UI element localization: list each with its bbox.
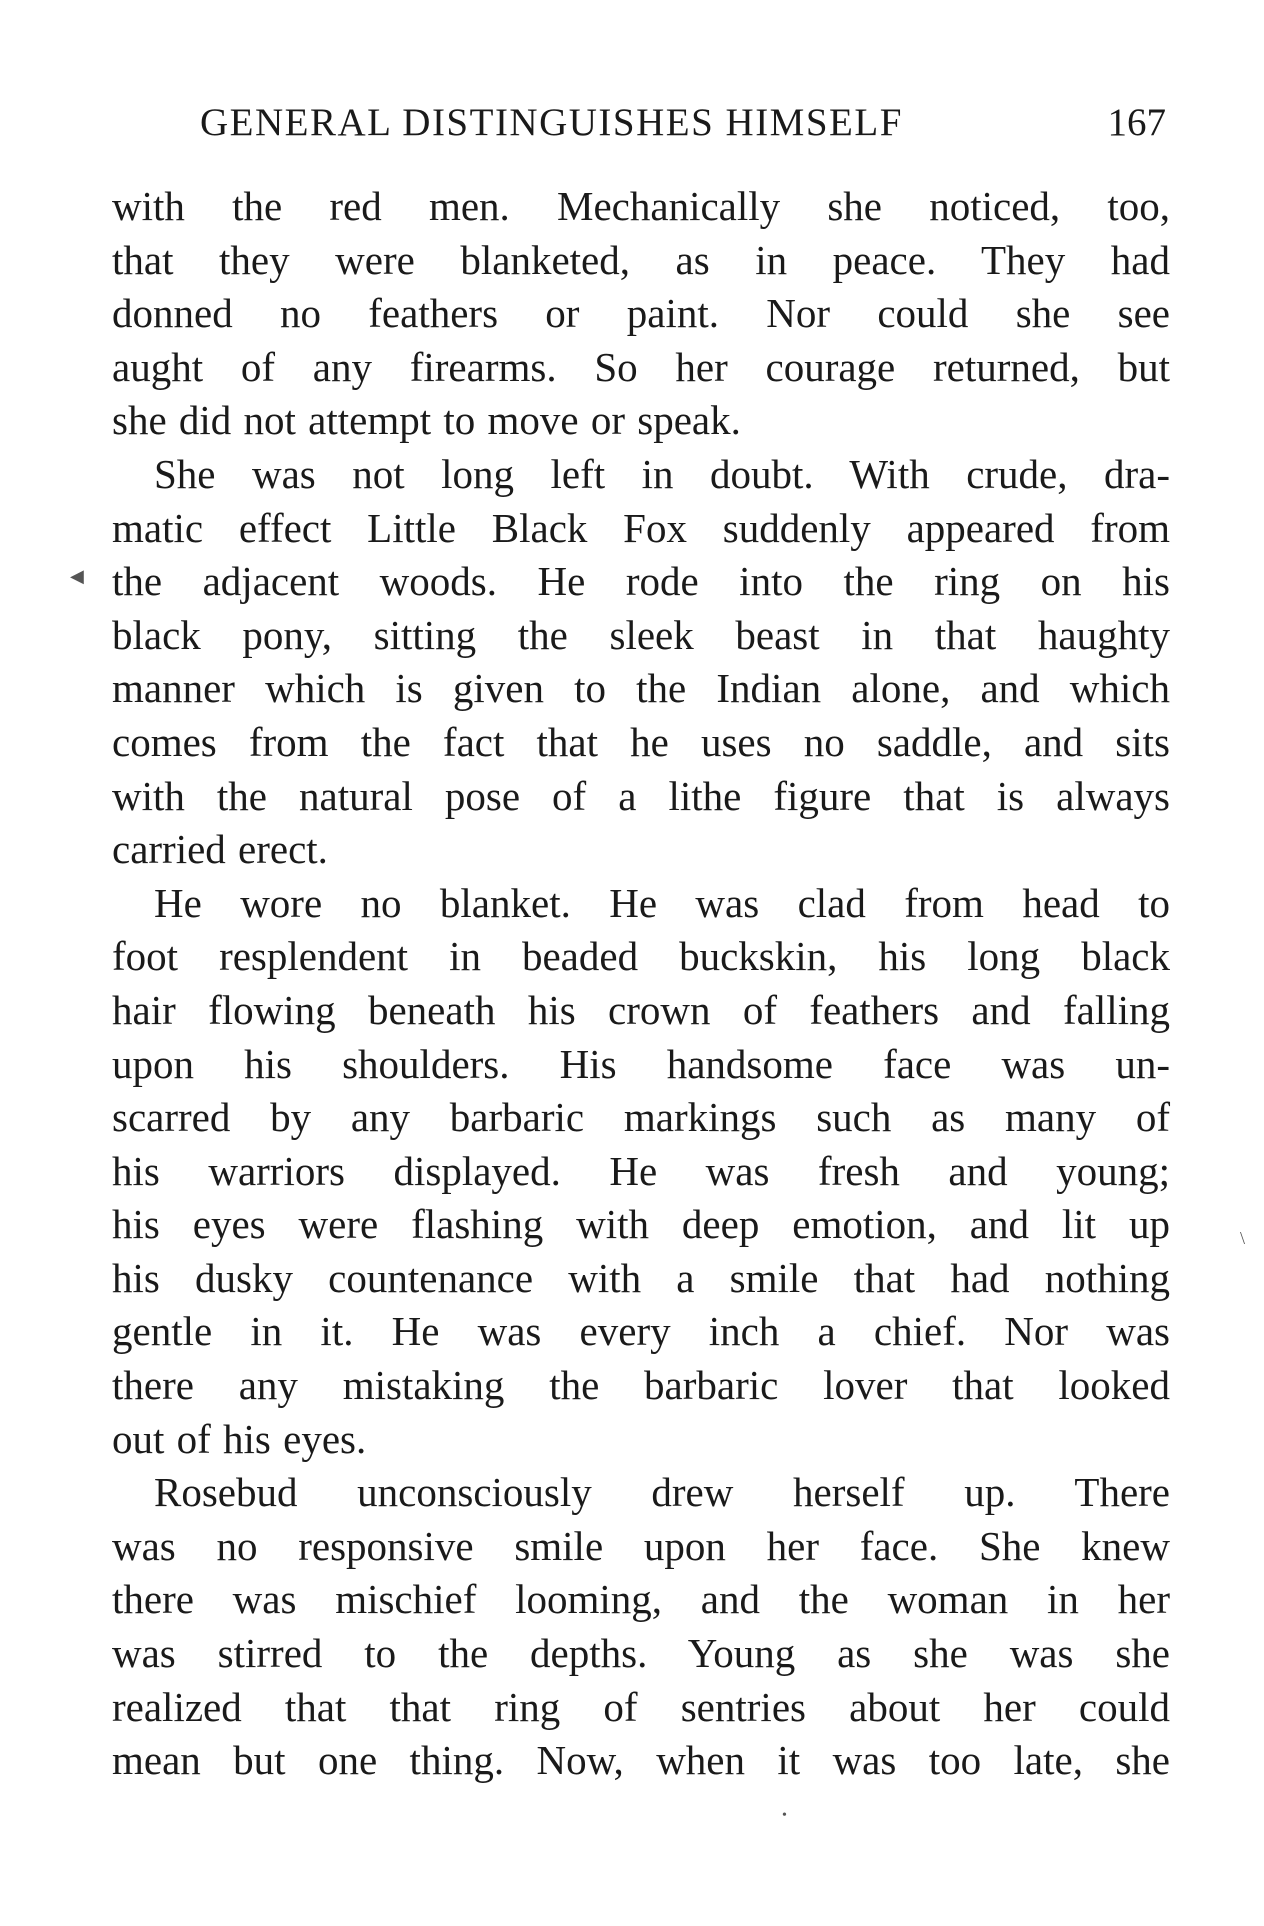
paragraph-4: [112, 1466, 1170, 1788]
text-line: was no responsive smile upon her face. She knew: [112, 1522, 1170, 1569]
text-line: upon his shoulders. His handsome face was un-: [112, 1040, 1170, 1087]
paragraph-1: [112, 180, 1170, 448]
text-line: there was mischief looming, and the woman in her: [112, 1576, 1170, 1623]
text-line: carried erect.: [112, 826, 328, 873]
text-line: that they were blanketed, as in peace. They had: [112, 236, 1170, 283]
text-line: mean but one thing. Now, when it was too late, she: [112, 1737, 1170, 1784]
text-line: with the red men. Mechanically she noticed, too,: [112, 183, 1170, 229]
text-line: she did not attempt to move or speak.: [112, 397, 741, 444]
text-line: his warriors displayed. He was fresh and young;: [112, 1147, 1170, 1194]
paragraph-3: [112, 877, 1170, 1467]
body-text: [112, 180, 1170, 1788]
text-line: matic effect Little Black Fox suddenly appeared from: [112, 504, 1170, 551]
text-line: Rosebud unconsciously drew herself up. There: [154, 1469, 1170, 1516]
print-speck: •: [782, 1808, 787, 1823]
paragraph-2: [112, 448, 1170, 877]
text-line: black pony, sitting the sleek beast in that haughty: [112, 611, 1170, 658]
text-line: She was not long left in doubt. With crude, dra-: [154, 450, 1170, 497]
text-line: scarred by any barbaric markings such as many of: [112, 1094, 1170, 1141]
text-line: He wore no blanket. He was clad from head to: [154, 879, 1170, 926]
text-line: donned no feathers or paint. Nor could she see: [112, 290, 1170, 337]
print-speck: \: [1240, 1228, 1246, 1248]
text-line: the adjacent woods. He rode into the ring on his: [112, 558, 1170, 605]
text-line: his dusky countenance with a smile that had nothing: [112, 1254, 1170, 1301]
chapter-title: GENERAL DISTINGUISHES HIMSELF: [200, 101, 903, 144]
text-line: out of his eyes.: [112, 1415, 367, 1462]
book-page: [112, 100, 1170, 1788]
text-line: there any mistaking the barbaric lover that looked: [112, 1362, 1170, 1409]
text-line: hair flowing beneath his crown of feathers and falling: [112, 986, 1170, 1033]
running-head: [112, 100, 1170, 158]
text-line: with the natural pose of a lithe figure that is always: [112, 772, 1170, 819]
text-line: gentle in it. He was every inch a chief. Nor was: [112, 1308, 1170, 1355]
text-line: comes from the fact that he uses no saddle, and sits: [112, 718, 1170, 765]
text-line: aught of any firearms. So her courage returned, but: [112, 343, 1170, 390]
text-line: foot resplendent in beaded buckskin, his long black: [112, 933, 1170, 980]
page-number: 167: [1107, 101, 1166, 144]
text-line: manner which is given to the Indian alone, and which: [112, 665, 1170, 712]
text-line: was stirred to the depths. Young as she was she: [112, 1630, 1170, 1677]
print-speck: ◀: [70, 566, 84, 586]
text-line: realized that that ring of sentries about her could: [112, 1683, 1170, 1730]
text-line: his eyes were flashing with deep emotion, and lit up: [112, 1201, 1170, 1248]
